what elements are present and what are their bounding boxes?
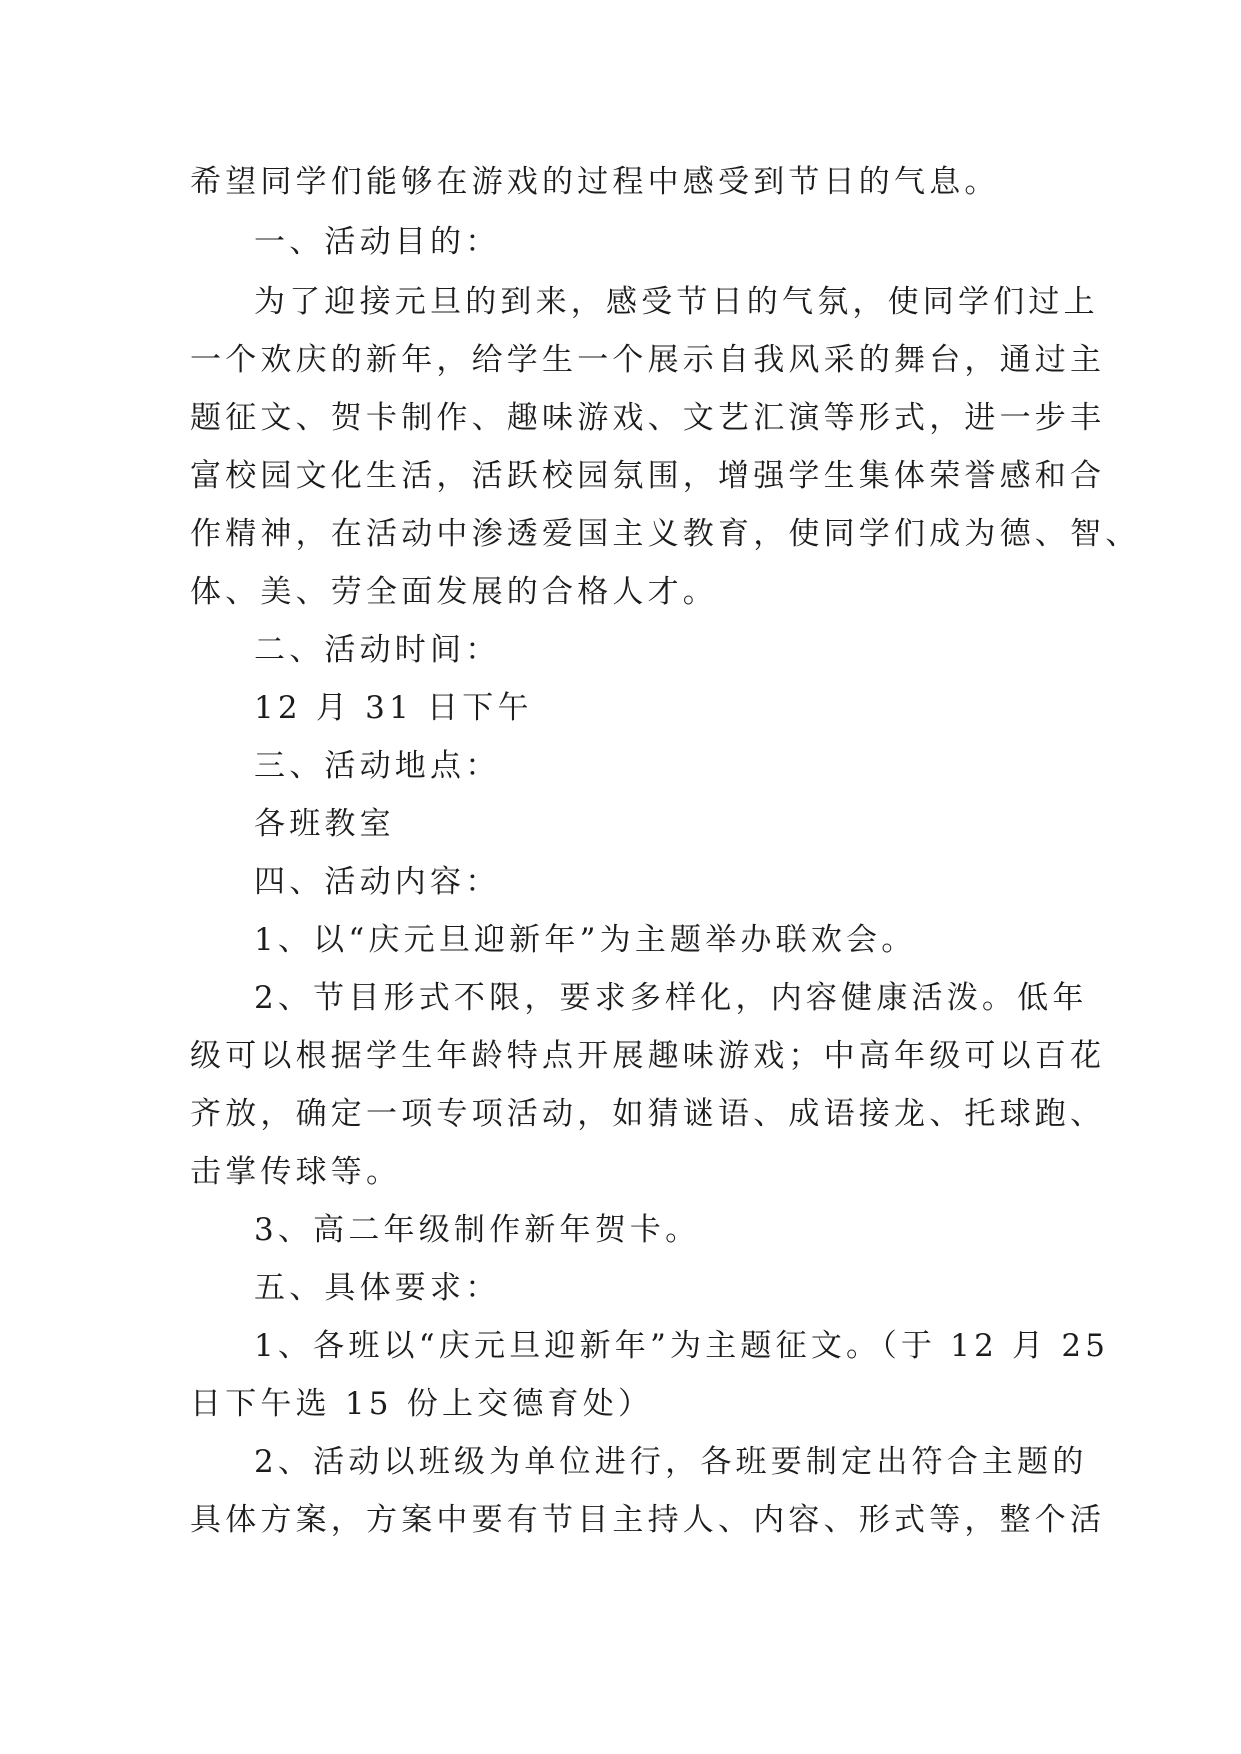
paragraph-line: 希望同学们能够在游戏的过程中感受到节日的气息。 <box>190 164 1000 200</box>
paragraph-line: 击掌传球等。 <box>190 1154 402 1190</box>
list-item: 2、节目形式不限，要求多样化，内容健康活泼。低年 <box>254 980 1088 1016</box>
section-heading: 五、具体要求： <box>254 1270 501 1306</box>
paragraph-line: 题征文、贺卡制作、趣味游戏、文艺汇演等形式，进一步丰 <box>190 400 1106 436</box>
paragraph-line: 体、美、劳全面发展的合格人才。 <box>190 574 718 610</box>
paragraph-line: 为了迎接元旦的到来，感受节日的气氛，使同学们过上 <box>254 284 1099 320</box>
paragraph-line: 日下午选 15 份上交德育处） <box>190 1386 654 1422</box>
list-item: 1、各班以“庆元旦迎新年”为主题征文。（于 12 月 25 <box>254 1328 1110 1364</box>
list-item: 3、高二年级制作新年贺卡。 <box>254 1212 701 1248</box>
section-heading: 四、活动内容： <box>254 864 501 900</box>
paragraph-line: 一个欢庆的新年，给学生一个展示自我风采的舞台，通过主 <box>190 342 1106 378</box>
paragraph-line: 级可以根据学生年龄特点开展趣味游戏；中高年级可以百花 <box>190 1038 1106 1074</box>
paragraph-line: 12 月 31 日下午 <box>254 690 533 726</box>
paragraph-line: 各班教室 <box>254 806 395 842</box>
list-item: 1、以“庆元旦迎新年”为主题举办联欢会。 <box>254 922 917 958</box>
paragraph-line: 作精神，在活动中渗透爱国主义教育，使同学们成为德、智、 <box>190 516 1141 552</box>
paragraph-line: 具体方案，方案中要有节目主持人、内容、形式等，整个活 <box>190 1502 1106 1538</box>
list-item: 2、活动以班级为单位进行，各班要制定出符合主题的 <box>254 1444 1088 1480</box>
section-heading: 二、活动时间： <box>254 632 501 668</box>
section-heading: 一、活动目的： <box>254 224 501 260</box>
paragraph-line: 富校园文化生活，活跃校园氛围，增强学生集体荣誉感和合 <box>190 458 1106 494</box>
paragraph-line: 齐放，确定一项专项活动，如猜谜语、成语接龙、托球跑、 <box>190 1096 1106 1132</box>
section-heading: 三、活动地点： <box>254 748 501 784</box>
